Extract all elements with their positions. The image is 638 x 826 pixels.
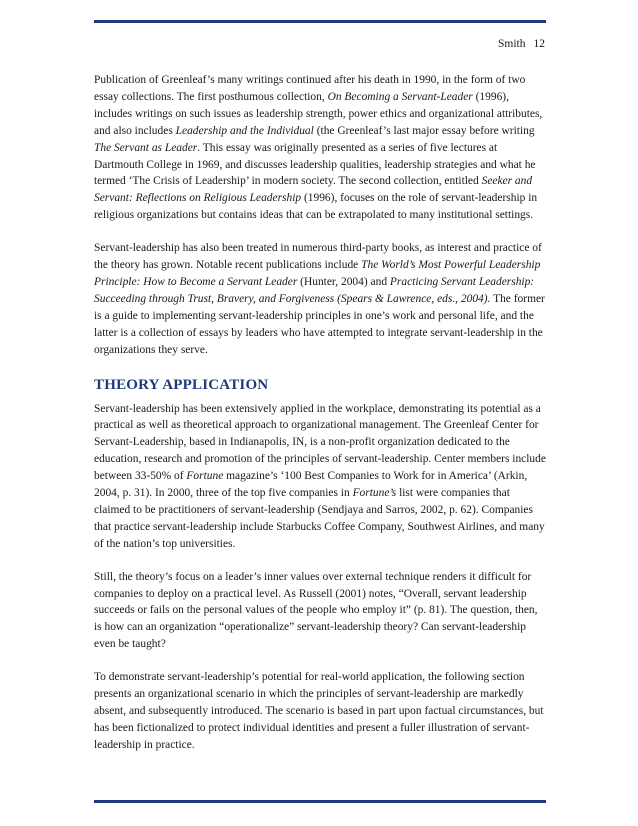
book-title-leadership-individual: Leadership and the Individual — [175, 124, 314, 137]
paragraph-third-party-books — [94, 240, 546, 358]
header-rule — [94, 20, 546, 23]
text-run: magazine’s ‘100 Best Companies to Work for in America’ (Arkin, 2004, p. 31). In 2000, three of the top five companies in — [94, 470, 528, 500]
text-run: Publication of Greenleaf’s many writings continued after his death in 1990, in the form of two essay collections. The first posthumous collection, — [94, 74, 526, 103]
text-run: Servant-leadership has been extensively applied in the workplace, demonstrating its potential as a practical as well as theoretical approach to organizational management. The Greenleaf Center for Servant-Leadership, based in Indianapolis, IN, is a non-profit organization dedicated to the education, research and promotion of the principles of servant-leadership. Center members include between 33-50% of — [94, 402, 546, 483]
book-title-worlds-most-powerful: The World’s Most Powerful Leadership Principle: How to Become a Servant Leader — [94, 259, 541, 288]
text-run: The former is a guide to implementing servant-leadership principles in one’s work and personal life, and the latter is a collection of essays by leaders who have attempted to integrate servant-leadership in the organizations they serve. — [94, 292, 545, 356]
footer-rule — [94, 800, 546, 803]
page-header — [498, 38, 545, 50]
text-run: (the Greenleaf’s last major essay before writing — [313, 124, 535, 137]
text-run: (Hunter, 2004) and — [297, 275, 390, 288]
book-title-servant-as-leader: The Servant as Leader — [94, 141, 198, 154]
header-page-number: 12 — [533, 38, 545, 50]
magazine-title-fortune: Fortune — [186, 470, 224, 483]
paragraph-workplace-application — [94, 401, 546, 553]
header-author: Smith — [498, 38, 526, 50]
section-heading: THEORY APPLICATION — [94, 376, 269, 393]
book-title-on-becoming: On Becoming a Servant-Leader — [327, 90, 473, 103]
text-run: (1996), focuses on the role of servant-leadership in religious organizations but contains ideas that can be extrapolated to many institutional settings. — [94, 192, 538, 222]
text-run: list were companies that claimed to be practitioners of servant-leadership (Sendjaya and Sarros, 2002, p. 62). Companies that practice servant-leadership include Starbucks Coffee Company, Southwest Airlines, and many of the nation’s top universities. — [94, 487, 545, 550]
page-body — [94, 72, 546, 770]
text-run: (1996), includes writings on such issues as leadership strength, power ethics and organizational attributes, and also includes — [94, 90, 543, 137]
text-run: Servant-leadership has also been treated in numerous third-party books, as interest and practice of the theory has grown. Notable recent publications include — [94, 242, 542, 272]
book-title-seeker-servant: Seeker and Servant: Reflections on Religious Leadership — [94, 175, 533, 205]
magazine-title-fortunes: Fortune’s — [352, 487, 397, 500]
paragraph-inner-values: Still, the theory’s focus on a leader’s inner values over external technique renders it difficult for companies to deploy on a practical level. As Russell (2001) notes, “Overall, servant leadership succeeds or fails on the personal values of the people who employ it” (p. 81). The question, then, is how can an organization “operationalize” servant-leadership theory? Can servant-leadership even be taught? — [94, 570, 538, 651]
paragraph-greenleaf-writings — [94, 72, 546, 224]
text-run: . This essay was originally presented as a series of five lectures at Dartmouth College in 1969, and discusses leadership qualities, leadership strategies and what he termed ‘The Crisis of Leadership’ in modern society. The second collection, entitled — [94, 141, 536, 188]
book-title-practicing-servant: Practicing Servant Leadership: Succeeding through Trust, Bravery, and Forgiveness (Spears & Lawrence, eds., 2004). — [94, 275, 535, 305]
paragraph-scenario-intro: To demonstrate servant-leadership’s potential for real-world application, the following section presents an organizational scenario in which the principles of servant-leadership are markedly absent, and subsequently introduced. The scenario is based in part upon factual circumstances, but has been fictionalized to protect individual identities and present a fuller illustration of servant-leadership in practice. — [94, 671, 544, 751]
